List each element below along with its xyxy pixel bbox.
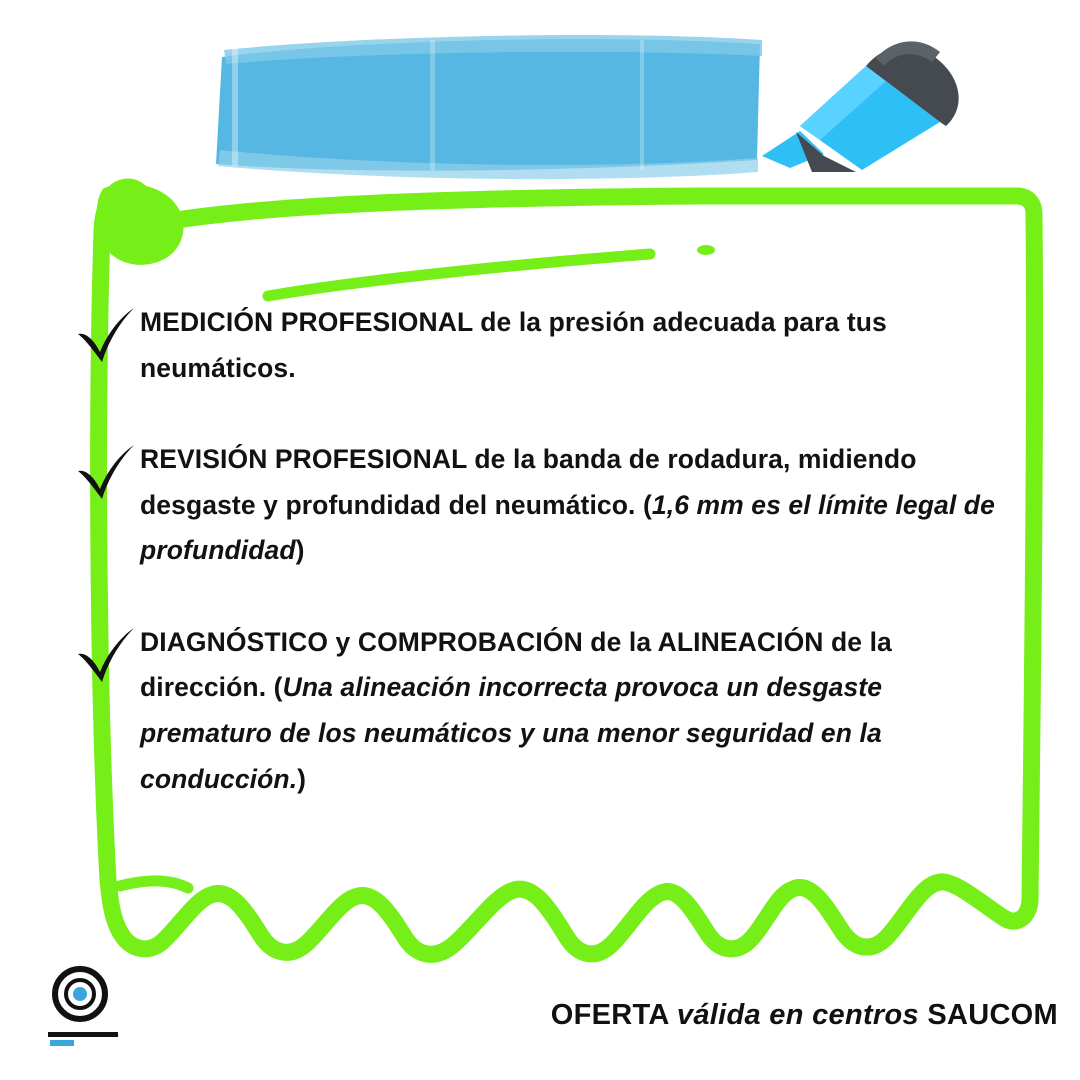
checkmark-icon (74, 308, 140, 369)
list-item-text (140, 437, 1030, 574)
bullet-3-lead: DIAGNÓSTICO y COMPROBACIÓN de la ALINEACIÓN de la dirección. ( (140, 626, 892, 703)
footer-brand: SAUCOM (927, 999, 1058, 1031)
bullet-2-close: ) (295, 535, 305, 566)
bullet-list (70, 300, 1030, 848)
checkmark-icon (74, 445, 140, 506)
bullet-2-note: 1,6 mm es el límite legal de profundidad (140, 489, 995, 566)
offer-validity-text (551, 999, 1058, 1032)
blue-highlight-stroke (216, 35, 762, 179)
checkmark-icon (74, 628, 140, 689)
list-item (70, 437, 1030, 574)
bullet-3-note: Una alineación incorrecta provoca un desgaste prematuro de los neumáticos y una menor seguridad en la conducción. (140, 672, 883, 794)
highlighter-pen-icon (762, 41, 959, 172)
bullet-1-lead: MEDICIÓN PROFESIONAL (140, 307, 481, 337)
list-item-text (140, 300, 1030, 391)
bullet-1-body: de la presión adecuada para tus neumáticos. (140, 307, 887, 383)
footer-middle: válida en centros (676, 999, 928, 1031)
bullet-2-body: de la banda de rodadura, midiendo desgaste y profundidad del neumático. ( (140, 444, 917, 520)
footer-prefix: OFERTA (550, 999, 677, 1031)
list-item (70, 620, 1030, 802)
saucom-target-logo (36, 956, 132, 1052)
bullet-2-lead: REVISIÓN PROFESIONAL (140, 444, 475, 475)
bullet-3-close: ) (297, 763, 307, 794)
list-item (70, 300, 1030, 391)
list-item-text (140, 620, 1030, 802)
